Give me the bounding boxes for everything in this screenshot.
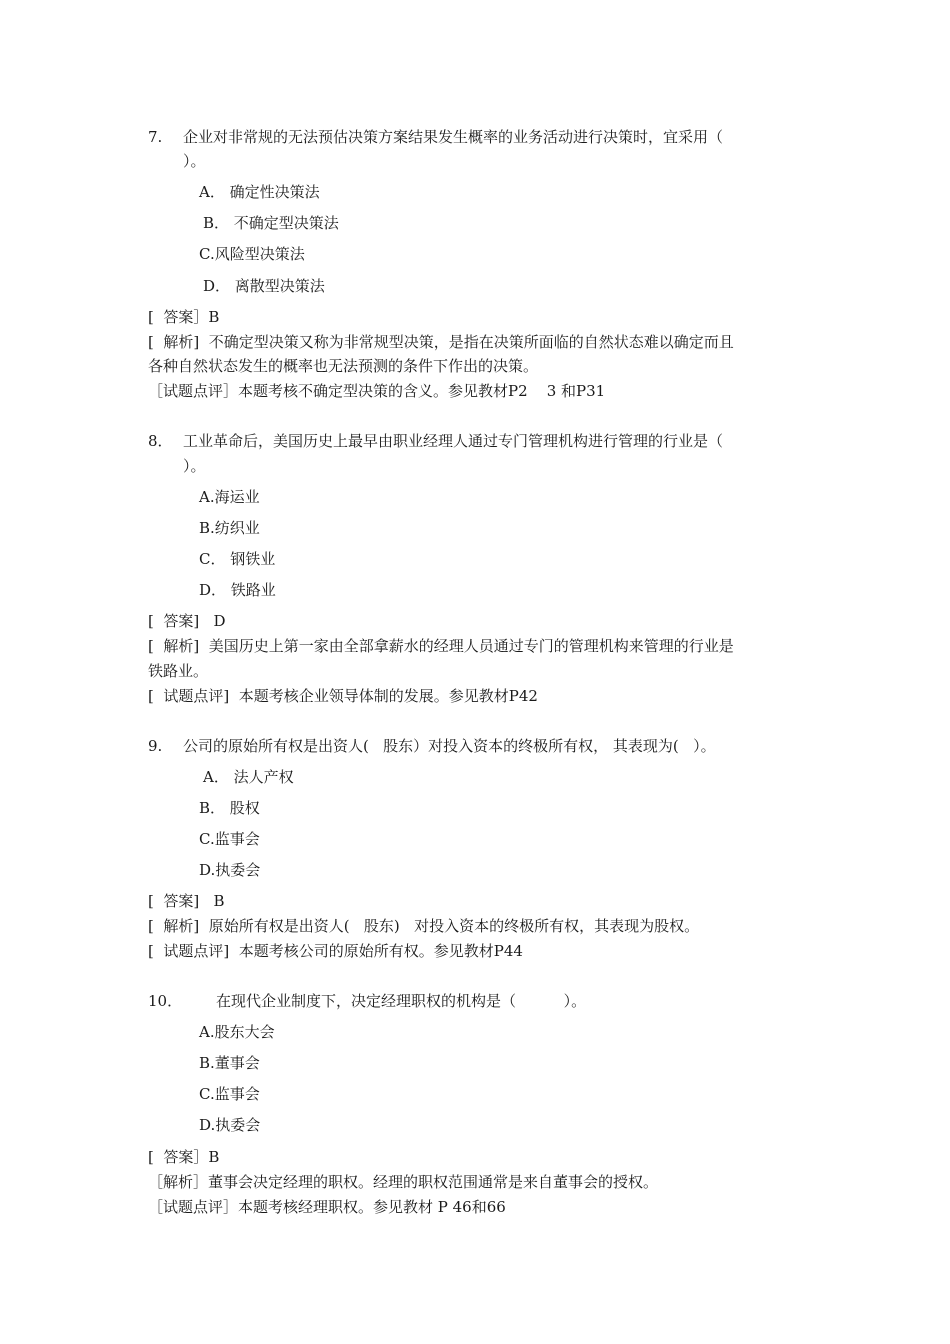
comment: ［试题点评］本题考核不确定型决策的含义。参见教材P2 3 和P31 <box>148 382 606 400</box>
question-number: 10． <box>148 992 183 1010</box>
question-stem: 工业革命后，美国历史上最早由职业经理人通过专门管理机构进行管理的行业是（ <box>183 432 724 450</box>
question-stem-continued: ）。 <box>183 152 206 170</box>
question-number: 8． <box>148 432 173 450</box>
question-number: 9. <box>148 737 163 755</box>
option-c: C.监事会 <box>199 1085 260 1103</box>
option-b: B.纺织业 <box>199 519 260 537</box>
option-b: B.董事会 <box>199 1054 260 1072</box>
answer: [ 答案］B <box>148 1148 220 1166</box>
option-d: D.执委会 <box>199 1116 261 1134</box>
question-stem: 在现代企业制度下，决定经理职权的机构是（ ）。 <box>216 992 587 1010</box>
option-a: A． 法人产权 <box>203 768 294 786</box>
answer: [ 答案］B <box>148 308 220 326</box>
option-b: B． 不确定型决策法 <box>203 214 339 232</box>
analysis: ［解析］董事会决定经理的职权。经理的职权范围通常是来自董事会的授权。 <box>148 1173 659 1191</box>
option-a: A． 确定性决策法 <box>199 183 320 201</box>
question-stem: 企业对非常规的无法预估决策方案结果发生概率的业务活动进行决策时，宜采用（ <box>183 128 724 146</box>
option-a: A.股东大会 <box>199 1023 275 1041</box>
analysis-continued: 各种自然状态发生的概率也无法预测的条件下作出的决策。 <box>148 357 539 375</box>
analysis-continued: 铁路业。 <box>148 662 209 680</box>
comment: [ 试题点评] 本题考核公司的原始所有权。参见教材P44 <box>148 942 523 960</box>
option-c: C.监事会 <box>199 830 260 848</box>
comment: ［试题点评］本题考核经理职权。参见教材 P 46和66 <box>148 1198 506 1216</box>
option-a: A.海运业 <box>199 488 260 506</box>
option-b: B． 股权 <box>199 799 260 817</box>
analysis: [ 解析] 不确定型决策又称为非常规型决策，是指在决策所面临的自然状态难以确定而且 <box>148 333 734 351</box>
option-d: D． 铁路业 <box>199 581 276 599</box>
option-d: D.执委会 <box>199 861 261 879</box>
analysis: [ 解析] 美国历史上第一家由全部拿薪水的经理人员通过专门的管理机构来管理的行业是 <box>148 637 734 655</box>
comment: [ 试题点评] 本题考核企业领导体制的发展。参见教材P42 <box>148 687 538 705</box>
answer: [ 答案] B <box>148 892 225 910</box>
option-d: D． 离散型决策法 <box>203 277 325 295</box>
analysis: [ 解析] 原始所有权是出资人( 股东) 对投入资本的终极所有权，其表现为股权。 <box>148 917 700 935</box>
question-stem-continued: ）。 <box>183 457 206 475</box>
question-stem: 公司的原始所有权是出资人( 股东）对投入资本的终极所有权， 其表现为( ）。 <box>183 737 716 755</box>
option-c: C.风险型决策法 <box>199 245 305 263</box>
answer: [ 答案] D <box>148 612 226 630</box>
option-c: C． 钢铁业 <box>199 550 276 568</box>
question-number: 7. <box>148 128 163 146</box>
